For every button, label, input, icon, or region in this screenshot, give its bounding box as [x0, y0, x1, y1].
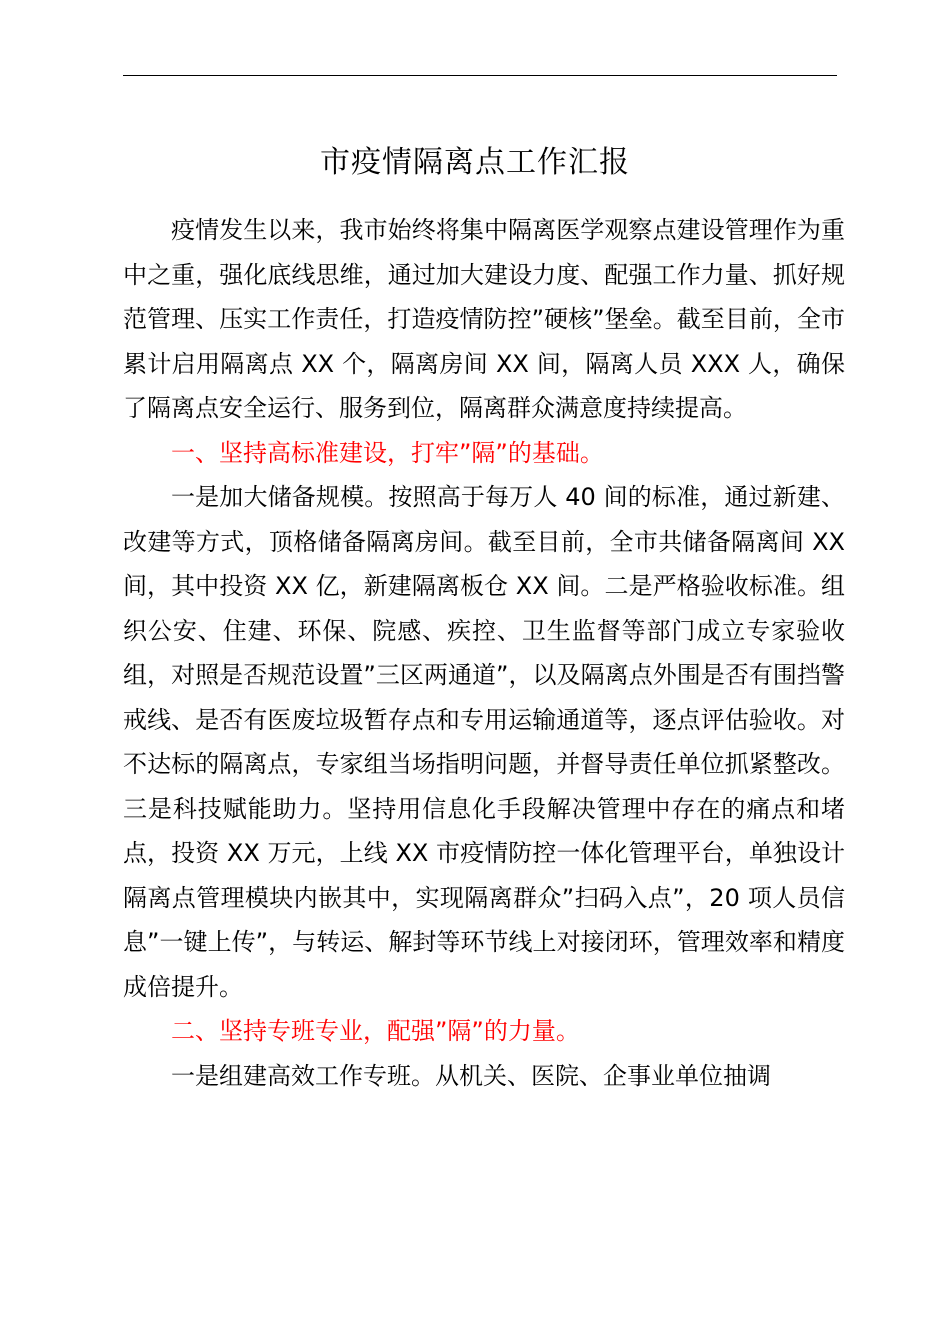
- section-heading-1: 一、坚持高标准建设，打牢”隔”的基础。: [171, 438, 604, 467]
- intro-paragraph: 疫情发生以来，我市始终将集中隔离医学观察点建设管理作为重中之重，强化底线思维，通过加大建设力度、配强工作力量、抓好规范管理、压实工作责任，打造疫情防控”硬核”堡垒。截至目前，全市累计启用隔离点 XX 个，隔离房间 XX 间，隔离人员 XXX 人，确保了隔离点安全运行、服务到位，隔离群众满意度持续提高。: [123, 216, 845, 422]
- document-title: 市疫情隔离点工作汇报: [320, 145, 630, 180]
- section-heading-2: 二、坚持专班专业，配强”隔”的力量。: [171, 1017, 580, 1045]
- section-1-paragraph: 一是加大储备规模。按照高于每万人 40 间的标准，通过新建、改建等方式，顶格储备隔离房间。截至目前，全市共储备隔离间 XX 间，其中投资 XX 亿，新建隔离板仓 XX 间。二是严格验收标准。组织公安、住建、环保、院感、疾控、卫生监督等部门成立专家验收组，对照是否规范设置”三区两通道”，以及隔离点外围是否有围挡警戒线、是否有医废垃圾暂存点和专用运输通道等，逐点评估验收。对不达标的隔离点，专家组当场指明问题，并督导责任单位抓紧整改。三是科技赋能助力。坚持用信息化手段解决管理中存在的痛点和堵点，投资 XX 万元，上线 XX 市疫情防控一体化管理平台，单独设计隔离点管理模块内嵌其中，实现隔离群众”扫码入点”，20 项人员信息”一键上传”，与转运、解封等环节线上对接闭环，管理效率和精度成倍提升。: [123, 483, 845, 1001]
- document-body: [123, 208, 845, 1098]
- header-rule: [123, 75, 837, 76]
- section-2-paragraph: 一是组建高效工作专班。从机关、医院、企事业单位抽调: [171, 1061, 771, 1090]
